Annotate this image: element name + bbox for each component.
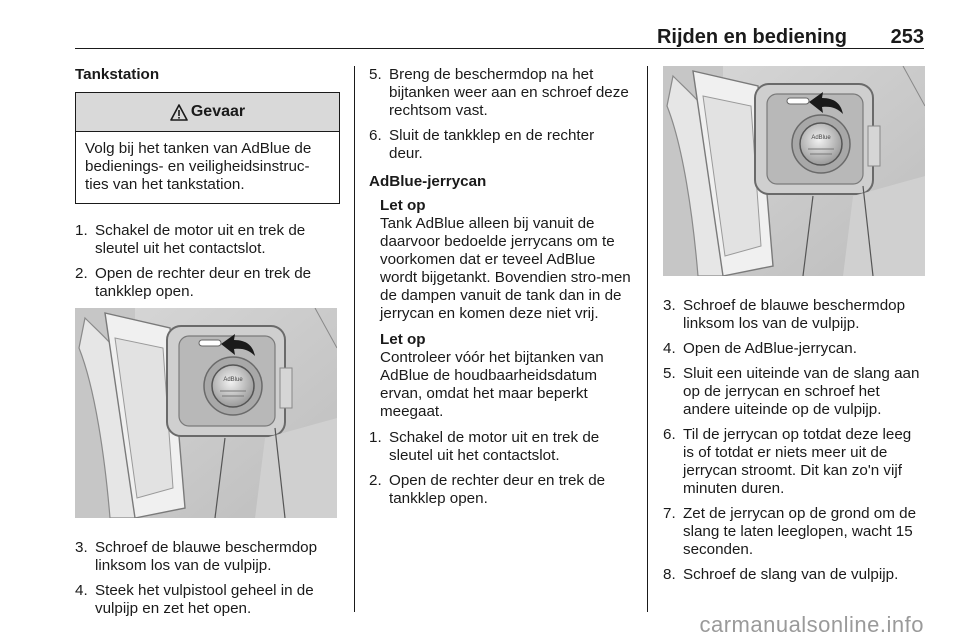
list-item-text: Steek het vulpistool geheel in de vulpijp en zet het open.: [95, 582, 314, 617]
column-3: [663, 66, 925, 591]
list-item-text: Schakel de motor uit en trek de sleutel uit het contactslot.: [95, 222, 306, 257]
list-item: [75, 582, 340, 618]
list-item-number: 7.: [663, 505, 676, 522]
list-item-number: 8.: [663, 566, 676, 583]
list-item: [663, 297, 925, 333]
list-item: [75, 265, 340, 301]
list-item: [369, 66, 631, 120]
list-item: [663, 505, 925, 559]
list-item-number: 6.: [663, 426, 676, 443]
danger-callout: [75, 92, 340, 204]
list-item-number: 5.: [369, 66, 382, 83]
list-item-text: Zet de jerrycan op de grond om de slang te laten leeglopen, wacht 15 seconden.: [683, 505, 917, 558]
list-item-text: Schroef de blauwe beschermdop linksom los van de vulpijp.: [95, 539, 318, 574]
list-item: [369, 472, 631, 508]
list-item: [663, 365, 925, 419]
steps-list-jerrycan-b: [663, 297, 925, 584]
steps-list-tankstation-b: [75, 539, 340, 618]
list-item-text: Open de rechter deur en trek de tankklep open.: [389, 472, 606, 507]
danger-callout-header: [76, 93, 339, 132]
list-item-text: Schroef de blauwe beschermdop linksom los van de vulpijp.: [683, 297, 906, 332]
figure-fuel-flap-jerrycan: [663, 66, 925, 281]
list-item: [369, 429, 631, 465]
column-divider-2: [647, 66, 648, 612]
list-item-number: 2.: [369, 472, 382, 489]
steps-list-jerrycan-a: [369, 429, 631, 508]
header-divider: [75, 48, 924, 49]
danger-callout-title: Gevaar: [190, 103, 246, 120]
section-heading-tankstation: Tankstation: [75, 66, 160, 83]
warning-triangle-icon: [170, 104, 188, 121]
list-item-number: 3.: [75, 539, 88, 556]
note-title: Let op: [380, 197, 426, 214]
list-item-text: Schroef de slang van de vulpijp.: [683, 566, 899, 583]
column-2: [369, 66, 631, 515]
note-text: Controleer vóór het bijtanken van AdBlue de houdbaarheidsdatum ervan, omdat het maar beperkt meegaat.: [380, 349, 604, 420]
list-item-text: Sluit de tankklep en de rechter deur.: [389, 127, 595, 162]
note-callout: [380, 331, 631, 421]
running-header-title: Rijden en bediening: [656, 26, 847, 48]
danger-callout-text: Volg bij het tanken van AdBlue de bedienings- en veiligheidsinstruc-ties van het tankstation.: [85, 140, 312, 193]
list-item-text: Til de jerrycan op totdat deze leeg is of totdat er niets meer uit de jerrycan stroomt. Dit kan zo'n vijf minuten duren.: [683, 426, 912, 497]
section-heading-adblue-jerrycan: AdBlue-jerrycan: [369, 173, 487, 190]
figure-fuel-flap-open: [75, 308, 340, 523]
list-item-number: 6.: [369, 127, 382, 144]
list-item-text: Open de AdBlue-jerrycan.: [683, 340, 857, 357]
steps-list-tankstation-c: [369, 66, 631, 163]
list-item-number: 4.: [75, 582, 88, 599]
page-number: 253: [890, 26, 924, 48]
list-item-text: Sluit een uiteinde van de slang aan op de jerrycan en schroef het andere uiteinde op de vulpijp.: [683, 365, 920, 418]
list-item: [663, 566, 925, 584]
list-item: [369, 127, 631, 163]
fuel-flap-illustration: [75, 308, 337, 518]
fuel-flap-illustration: [663, 66, 925, 276]
list-item-text: Schakel de motor uit en trek de sleutel uit het contactslot.: [389, 429, 600, 464]
list-item-number: 1.: [369, 429, 382, 446]
list-item-number: 5.: [663, 365, 676, 382]
column-1: [75, 66, 340, 625]
watermark: carmanualsonline.info: [699, 612, 924, 637]
list-item: [663, 426, 925, 498]
column-divider-1: [354, 66, 355, 612]
list-item-number: 1.: [75, 222, 88, 239]
list-item-number: 2.: [75, 265, 88, 282]
steps-list-tankstation-a: [75, 222, 340, 301]
list-item-text: Breng de beschermdop na het bijtanken weer aan en schroef deze rechtsom vast.: [389, 66, 629, 119]
list-item: [75, 222, 340, 258]
note-text: Tank AdBlue alleen bij vanuit de daarvoor bedoelde jerrycans om te voorkomen dat er teveel AdBlue wordt bijgetankt. Bovendien stro-men de dampen vanuit de tank dan in de jerrycan en komen deze niet vrij.: [380, 215, 631, 322]
list-item-text: Open de rechter deur en trek de tankklep open.: [95, 265, 312, 300]
list-item: [663, 340, 925, 358]
list-item-number: 3.: [663, 297, 676, 314]
note-callout: [380, 197, 631, 323]
list-item-number: 4.: [663, 340, 676, 357]
list-item: [75, 539, 340, 575]
note-title: Let op: [380, 331, 426, 348]
